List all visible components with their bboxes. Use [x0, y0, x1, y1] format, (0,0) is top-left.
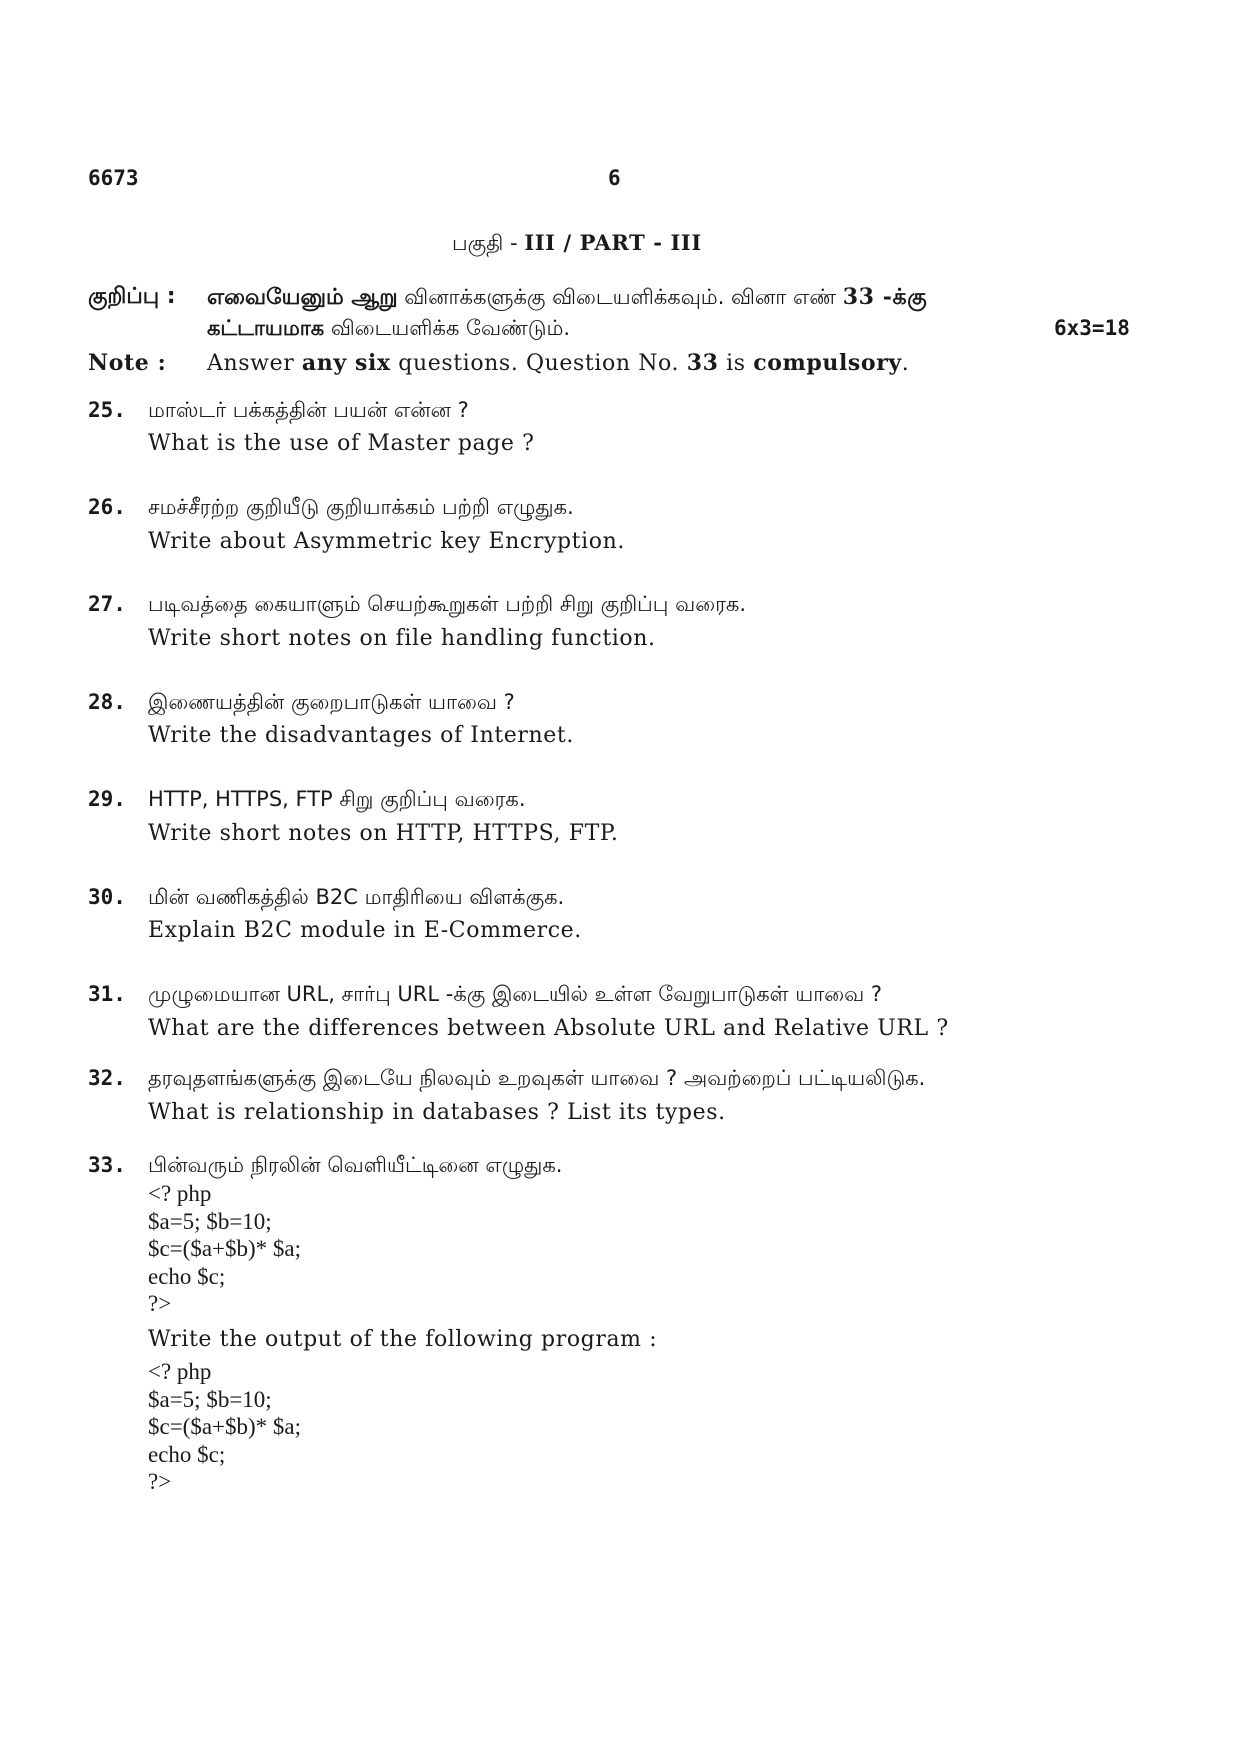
question-english: What is the use of Master page ?	[148, 431, 535, 456]
question-english: Write short notes on HTTP, HTTPS, FTP.	[148, 821, 619, 846]
note-tamil-bold-2: 33 -க்கு	[842, 284, 928, 310]
question-tamil: தரவுதளங்களுக்கு இடையே நிலவும் உறவுகள் யாவை ? அவற்றைப் பட்டியலிடுக.	[148, 1066, 926, 1090]
question-tamil: இணையத்தின் குறைபாடுகள் யாவை ?	[148, 690, 515, 714]
note-english-text-4: .	[901, 351, 910, 376]
part-heading-roman: III / PART - III	[524, 230, 702, 255]
question-english: Write short notes on file handling function.	[148, 626, 656, 651]
note-tamil-bold-1: எவையேனும் ஆறு	[207, 285, 398, 310]
note-tamil-line-2	[207, 316, 570, 343]
page-number: 6	[608, 166, 621, 190]
question-tamil: பின்வரும் நிரலின் வெளியீட்டினை எழுதுக.	[148, 1153, 563, 1177]
question-english: What are the differences between Absolute URL and Relative URL ?	[148, 1016, 949, 1041]
note-english-bold-2: 33	[686, 350, 719, 376]
question-tamil: மின் வணிகத்தில் B2C மாதிரியை விளக்குக.	[148, 885, 565, 909]
question-number: 28.	[88, 690, 126, 714]
question-number: 27.	[88, 592, 126, 616]
question-number: 26.	[88, 495, 126, 519]
question-number: 30.	[88, 885, 126, 909]
question-english: What is relationship in databases ? List its types.	[148, 1100, 726, 1125]
note-english-text-3: is	[718, 351, 754, 376]
note-tamil-label: குறிப்பு :	[88, 284, 176, 309]
question-tamil: HTTP, HTTPS, FTP சிறு குறிப்பு வரைக.	[148, 787, 526, 811]
paper-code: 6673	[88, 166, 139, 190]
note-tamil-line-1	[207, 284, 927, 313]
question-tamil: படிவத்தை கையாளும் செயற்கூறுகள் பற்றி சிறு குறிப்பு வரைக.	[148, 592, 747, 616]
note-tamil-bold-3: கட்டாயமாக	[207, 316, 325, 340]
question-number: 32.	[88, 1066, 126, 1090]
question-tamil: முழுமையான URL, சார்பு URL -க்கு இடையில் உள்ள வேறுபாடுகள் யாவை ?	[148, 982, 883, 1006]
question-tamil: மாஸ்டர் பக்கத்தின் பயன் என்ன ?	[148, 398, 469, 422]
question-number: 29.	[88, 787, 126, 811]
question-english: Write the output of the following program :	[148, 1327, 658, 1352]
note-english-text-2: questions. Question No.	[390, 351, 687, 376]
part-heading-tamil: பகுதி -	[452, 231, 525, 255]
question-number: 33.	[88, 1153, 126, 1177]
note-english-line	[207, 350, 909, 376]
note-tamil-text-1: வினாக்களுக்கு விடையளிக்கவும். வினா எண்	[397, 285, 843, 309]
code-block-english: <? php $a=5; $b=10; $c=($a+$b)* $a; echo $c; ?>	[148, 1359, 302, 1494]
code-block-tamil: <? php $a=5; $b=10; $c=($a+$b)* $a; echo $c; ?>	[148, 1181, 302, 1316]
note-english-text-1: Answer	[207, 351, 302, 376]
question-tamil: சமச்சீரற்ற குறியீடு குறியாக்கம் பற்றி எழுதுக.	[148, 495, 574, 519]
question-english: Write about Asymmetric key Encryption.	[148, 529, 625, 554]
question-english: Explain B2C module in E-Commerce.	[148, 918, 582, 943]
question-number: 25.	[88, 398, 126, 422]
note-english-bold-3: compulsory	[753, 350, 902, 376]
note-english-bold-1: any six	[301, 350, 391, 376]
note-english-label: Note :	[88, 350, 167, 376]
note-tamil-text-2: விடையளிக்க வேண்டும்.	[324, 316, 571, 340]
marks-allocation: 6x3=18	[1054, 316, 1130, 340]
part-heading	[452, 230, 702, 258]
question-english: Write the disadvantages of Internet.	[148, 723, 574, 748]
question-number: 31.	[88, 982, 126, 1006]
